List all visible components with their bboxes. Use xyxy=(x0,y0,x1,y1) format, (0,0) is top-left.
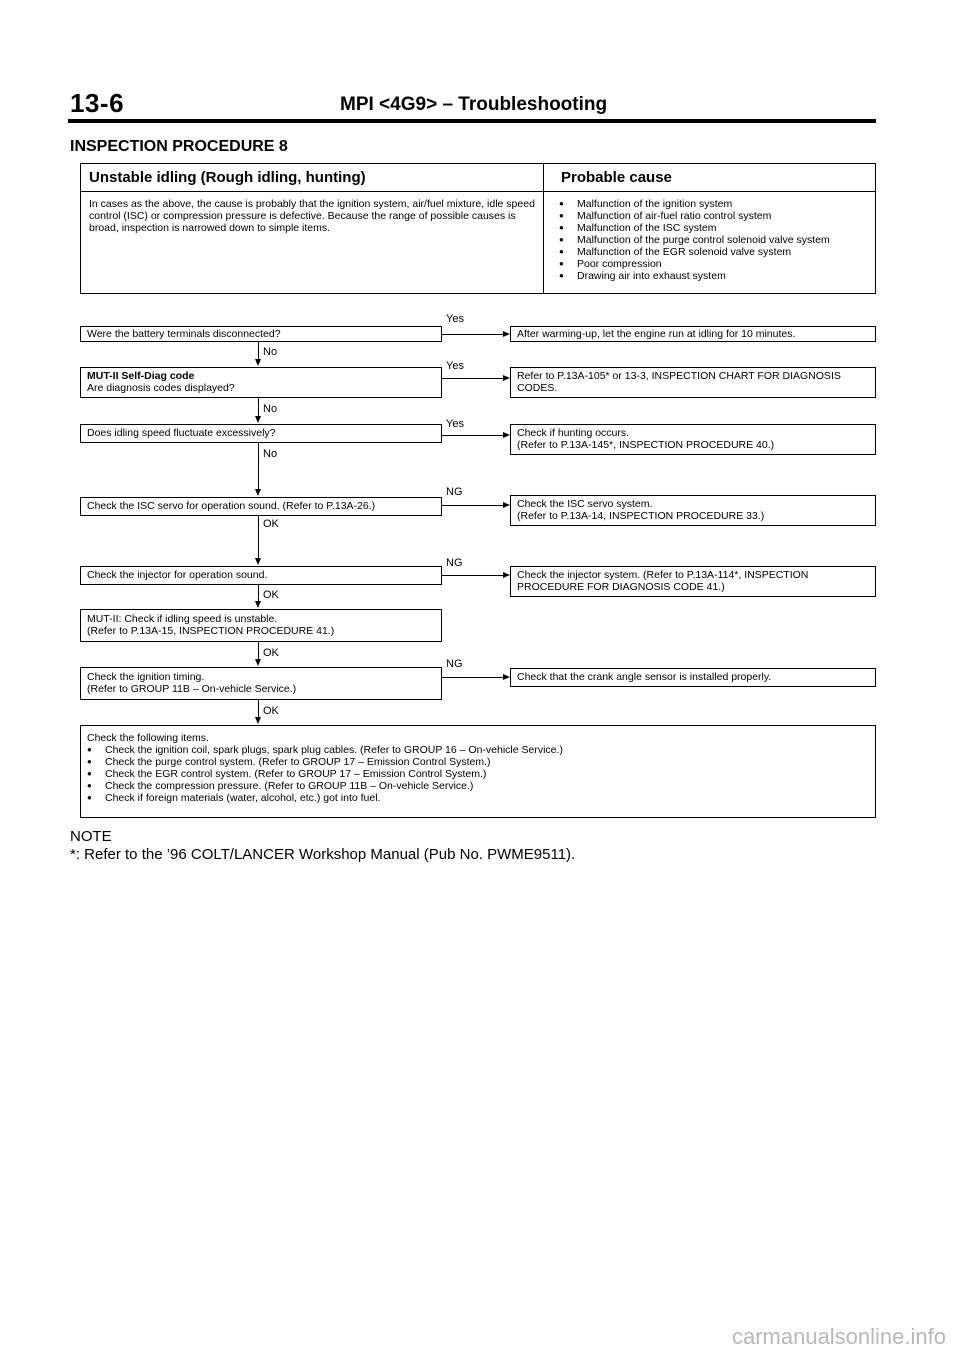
probable-cause-list xyxy=(559,198,871,282)
connector-line xyxy=(258,342,259,360)
final-checks-list xyxy=(87,744,869,804)
arrow-down-icon xyxy=(255,558,261,565)
mut-check-line1: MUT-II: Check if idling speed is unstable. xyxy=(87,613,278,625)
connector-line xyxy=(442,677,504,678)
list-item: ● Check the EGR control system. (Refer to GROUP 17 – Emission Control System.) xyxy=(87,768,869,780)
cause-header: Probable cause xyxy=(561,169,672,186)
list-item: ● Malfunction of the purge control solenoid valve system xyxy=(559,234,871,246)
arrow-down-icon xyxy=(255,659,261,666)
connector-line xyxy=(442,575,504,576)
result-diag-chart: Refer to P.13A-105* or 13-3, INSPECTION CHART FOR DIAGNOSIS CODES. xyxy=(510,367,876,398)
result-hunting xyxy=(510,424,876,455)
table-column-divider xyxy=(543,164,544,293)
list-item: ● Poor compression xyxy=(559,258,871,270)
final-checks-title: Check the following items. xyxy=(87,732,209,744)
mut-check-line2: (Refer to P.13A-15, INSPECTION PROCEDURE 41.) xyxy=(87,625,335,637)
symptom-header: Unstable idling (Rough idling, hunting) xyxy=(89,169,366,186)
connector-line xyxy=(442,435,504,436)
result-isc-line2: (Refer to P.13A-14, INSPECTION PROCEDURE 33.) xyxy=(517,510,765,522)
list-item: ● Drawing air into exhaust system xyxy=(559,270,871,282)
step-idle-fluctuation: Does idling speed fluctuate excessively? xyxy=(80,424,442,443)
symptom-table xyxy=(80,163,876,294)
connector-line xyxy=(258,516,259,560)
self-diag-title: MUT-II Self-Diag code xyxy=(87,370,195,382)
ignition-timing-line2: (Refer to GROUP 11B – On-vehicle Service.) xyxy=(87,683,297,695)
list-item: ● Check the purge control system. (Refer to GROUP 17 – Emission Control System.) xyxy=(87,756,869,768)
arrow-right-icon xyxy=(503,502,510,508)
step-injector: Check the injector for operation sound. xyxy=(80,566,442,585)
ok-label: OK xyxy=(263,589,279,601)
connector-line xyxy=(442,378,504,379)
list-item: ● Malfunction of the ignition system xyxy=(559,198,871,210)
arrow-down-icon xyxy=(255,416,261,423)
step-mut-idle-check xyxy=(80,609,442,642)
connector-line xyxy=(258,443,259,491)
arrow-down-icon xyxy=(255,601,261,608)
section-title: INSPECTION PROCEDURE 8 xyxy=(70,138,288,155)
ok-label: OK xyxy=(263,518,279,530)
no-label: No xyxy=(263,403,278,415)
result-warm-up: After warming-up, let the engine run at idling for 10 minutes. xyxy=(510,326,876,342)
list-item: ● Check the compression pressure. (Refer to GROUP 11B – On-vehicle Service.) xyxy=(87,780,869,792)
result-hunting-line1: Check if hunting occurs. xyxy=(517,427,630,439)
result-injector-system: Check the injector system. (Refer to P.13A-114*, INSPECTION PROCEDURE FOR DIAGNOSIS CODE 41.) xyxy=(510,566,876,597)
header-rule xyxy=(68,119,876,123)
yes-label: Yes xyxy=(446,360,464,372)
watermark: carmanualsonline.info xyxy=(731,1324,946,1349)
arrow-down-icon xyxy=(255,489,261,496)
connector-line xyxy=(442,334,504,335)
arrow-right-icon xyxy=(503,674,510,680)
ng-label: NG xyxy=(446,658,463,670)
yes-label: Yes xyxy=(446,418,464,430)
result-crank-sensor: Check that the crank angle sensor is installed properly. xyxy=(510,668,876,687)
result-isc-system xyxy=(510,495,876,526)
arrow-down-icon xyxy=(255,359,261,366)
symptom-description: In cases as the above, the cause is probably that the ignition system, air/fuel mixture, idle speed control (ISC) or compression pressure is defective. Because the range of possible causes is broad, inspection is narrowed down to simple items. xyxy=(89,198,535,234)
no-label: No xyxy=(263,346,278,358)
result-hunting-line2: (Refer to P.13A-145*, INSPECTION PROCEDURE 40.) xyxy=(517,439,775,451)
no-label: No xyxy=(263,448,278,460)
result-isc-line1: Check the ISC servo system. xyxy=(517,498,653,510)
page-number: 13-6 xyxy=(70,88,125,118)
note-text: *: Refer to the ’96 COLT/LANCER Workshop Manual (Pub No. PWME9511). xyxy=(70,846,576,863)
ok-label: OK xyxy=(263,705,279,717)
arrow-right-icon xyxy=(503,572,510,578)
step-self-diag xyxy=(80,367,442,398)
note-heading: NOTE xyxy=(70,828,112,845)
connector-line xyxy=(258,398,259,417)
ng-label: NG xyxy=(446,486,463,498)
step-isc-servo: Check the ISC servo for operation sound. (Refer to P.13A-26.) xyxy=(80,497,442,516)
arrow-right-icon xyxy=(503,375,510,381)
final-checks-box xyxy=(80,725,876,818)
list-item: ● Check the ignition coil, spark plugs, spark plug cables. (Refer to GROUP 16 – On-vehicle Service.) xyxy=(87,744,869,756)
connector-line xyxy=(442,505,504,506)
list-item: ● Malfunction of the EGR solenoid valve system xyxy=(559,246,871,258)
list-item: ● Check if foreign materials (water, alcohol, etc.) got into fuel. xyxy=(87,792,869,804)
arrow-down-icon xyxy=(255,717,261,724)
arrow-right-icon xyxy=(503,432,510,438)
yes-label: Yes xyxy=(446,313,464,325)
ignition-timing-line1: Check the ignition timing. xyxy=(87,671,205,683)
ok-label: OK xyxy=(263,647,279,659)
list-item: ● Malfunction of the ISC system xyxy=(559,222,871,234)
arrow-right-icon xyxy=(503,331,510,337)
self-diag-question: Are diagnosis codes displayed? xyxy=(87,382,235,394)
step-battery-check: Were the battery terminals disconnected? xyxy=(80,326,442,342)
step-ignition-timing xyxy=(80,667,442,700)
ng-label: NG xyxy=(446,557,463,569)
page-title: MPI <4G9> – Troubleshooting xyxy=(340,94,608,115)
table-header-divider xyxy=(81,191,875,192)
list-item: ● Malfunction of air-fuel ratio control system xyxy=(559,210,871,222)
